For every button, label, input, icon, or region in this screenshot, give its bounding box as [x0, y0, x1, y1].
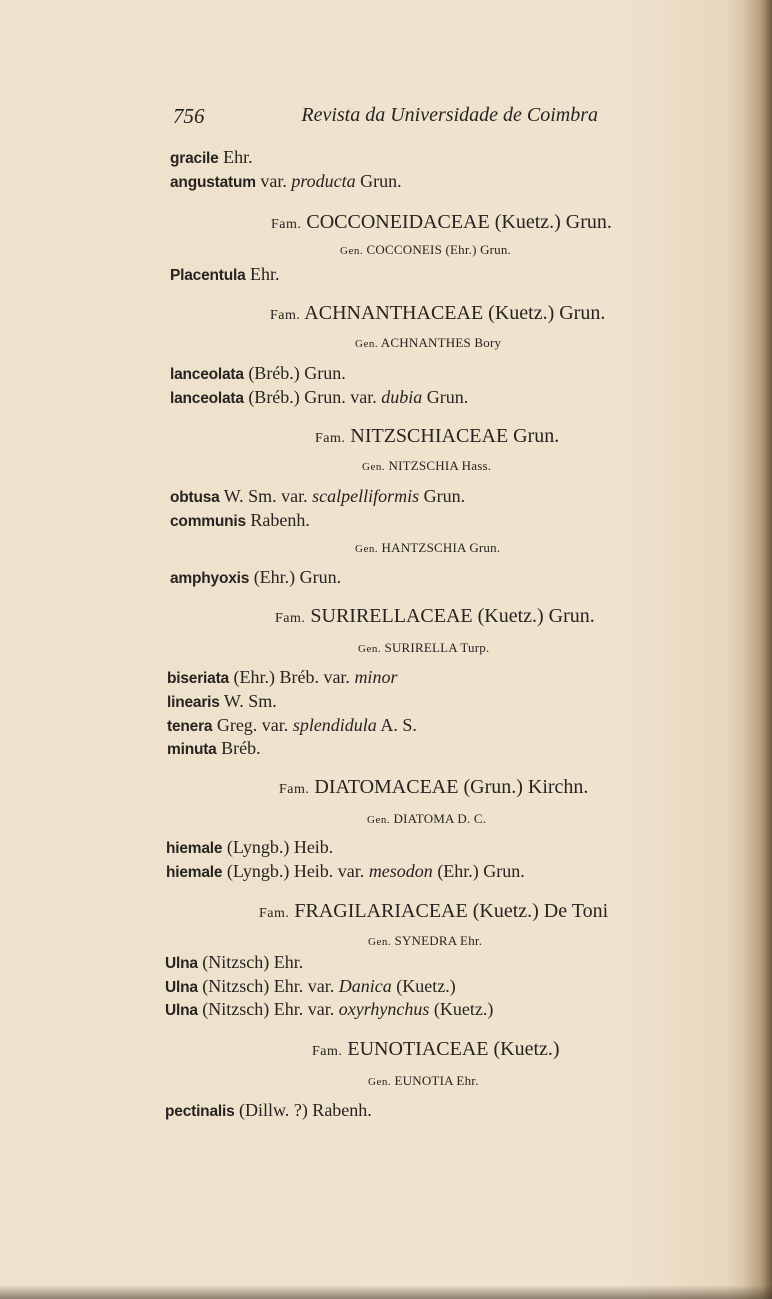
family-name: FRAGILARIACEAE (Kuetz.) De Toni [289, 900, 609, 922]
species-line [166, 859, 525, 885]
species-name: hiemale [166, 840, 223, 857]
species-name: obtusa [170, 489, 220, 506]
species-name: gracile [170, 150, 219, 167]
family-label: Fam. [271, 217, 302, 232]
species-authority: (Bréb.) Grun. [243, 363, 346, 383]
genus-name: ACHNANTHES Bory [378, 335, 502, 350]
genus-name: DIATOMA D. C. [390, 811, 487, 826]
species-authority: (Lyngb.) Heib. var. [222, 861, 369, 881]
genus-heading [340, 238, 511, 263]
species-name: pectinalis [165, 1103, 235, 1120]
page-bottom-shadow [0, 1285, 772, 1299]
genus-label: Gen. [362, 461, 386, 473]
family-name: SURIRELLACEAE (Kuetz.) Grun. [305, 605, 595, 627]
species-authority: (Ehr.) Bréb. var. [228, 667, 355, 687]
species-name: lanceolata [170, 366, 244, 383]
genus-name: NITZSCHIA Hass. [385, 458, 492, 473]
species-name: lanceolata [170, 390, 244, 407]
species-authority: (Nitzsch) Ehr. var. [197, 999, 339, 1019]
species-authority: (Ehr.) Grun. [249, 567, 342, 587]
species-line [165, 997, 493, 1023]
species-authority: Rabenh. [245, 510, 310, 530]
species-authority: Ehr. [245, 264, 280, 284]
family-heading [259, 899, 608, 926]
species-line [167, 736, 261, 762]
family-heading [279, 775, 588, 802]
species-line [170, 565, 341, 591]
species-authority: (Nitzsch) Ehr. [197, 952, 304, 972]
species-name: Ulna [165, 955, 198, 972]
species-name: minuta [167, 741, 217, 758]
variety-name: minor [354, 667, 398, 687]
species-line [167, 665, 397, 691]
genus-name: SURIRELLA Turp. [381, 640, 490, 655]
species-name: Placentula [170, 267, 246, 284]
species-authority: Bréb. [216, 738, 261, 758]
family-label: Fam. [270, 308, 301, 323]
genus-heading [362, 454, 491, 479]
species-suffix: (Kuetz.) [391, 976, 456, 996]
genus-heading [358, 636, 489, 661]
species-name: amphyoxis [170, 570, 250, 587]
species-line [170, 169, 402, 195]
species-name: biseriata [167, 670, 229, 687]
genus-heading [367, 807, 486, 832]
genus-label: Gen. [368, 936, 392, 948]
variety-name: splendidula [292, 715, 377, 735]
species-name: linearis [167, 694, 220, 711]
family-label: Fam. [279, 782, 310, 797]
family-name: EUNOTIACEAE (Kuetz.) [342, 1038, 560, 1060]
variety-name: Danica [338, 976, 392, 996]
family-heading [270, 301, 605, 328]
species-suffix: (Kuetz.) [429, 999, 494, 1019]
species-line [170, 145, 253, 171]
genus-name: HANTZSCHIA Grun. [378, 540, 501, 555]
family-name: ACHNANTHACEAE (Kuetz.) Grun. [300, 302, 606, 324]
species-line [170, 262, 280, 288]
family-label: Fam. [315, 431, 346, 446]
species-authority: (Nitzsch) Ehr. var. [197, 976, 339, 996]
variety-name: dubia [381, 387, 423, 407]
species-line [170, 508, 310, 534]
running-title: Revista da Universidade de Coimbra [301, 104, 598, 126]
species-line [170, 484, 465, 510]
species-line [165, 1098, 372, 1124]
species-name: Ulna [165, 1002, 198, 1019]
family-name: COCCONEIDACEAE (Kuetz.) Grun. [301, 211, 612, 233]
species-line [170, 385, 468, 411]
genus-label: Gen. [340, 245, 364, 257]
variety-name: scalpelliformis [312, 486, 420, 506]
species-line [170, 361, 346, 387]
species-authority: Ehr. [218, 147, 253, 167]
species-authority: (Lyngb.) Heib. [222, 837, 334, 857]
family-label: Fam. [259, 906, 290, 921]
species-name: angustatum [170, 174, 256, 191]
genus-heading [355, 331, 501, 356]
genus-name: SYNEDRA Ehr. [391, 933, 483, 948]
genus-name: EUNOTIA Ehr. [391, 1073, 479, 1088]
genus-name: COCCONEIS (Ehr.) Grun. [363, 242, 512, 257]
species-line [167, 689, 277, 715]
family-heading [312, 1037, 560, 1064]
page-number: 756 [173, 104, 205, 128]
species-authority: W. Sm. [219, 691, 277, 711]
species-line [165, 950, 303, 976]
family-heading [315, 424, 559, 451]
species-name: hiemale [166, 864, 223, 881]
species-name: Ulna [165, 979, 198, 996]
genus-heading [368, 929, 482, 954]
variety-name: mesodon [368, 861, 433, 881]
family-label: Fam. [275, 611, 306, 626]
variety-name: oxyrhynchus [338, 999, 430, 1019]
species-suffix: Grun. [419, 486, 466, 506]
family-label: Fam. [312, 1044, 343, 1059]
variety-name: producta [291, 171, 356, 191]
species-authority: var. [255, 171, 292, 191]
species-suffix: Grun. [355, 171, 402, 191]
species-suffix: (Ehr.) Grun. [432, 861, 525, 881]
genus-heading [368, 1069, 479, 1094]
species-authority: (Dillw. ?) Rabenh. [234, 1100, 372, 1120]
family-name: NITZSCHIACEAE Grun. [345, 425, 560, 447]
genus-label: Gen. [367, 814, 391, 826]
species-authority: W. Sm. var. [219, 486, 313, 506]
species-line [166, 835, 333, 861]
genus-label: Gen. [358, 643, 382, 655]
species-suffix: Grun. [422, 387, 469, 407]
species-suffix: A. S. [376, 715, 417, 735]
genus-heading [355, 536, 500, 561]
family-heading [275, 604, 595, 631]
page-header [173, 104, 598, 134]
page-edge-shadow [742, 0, 772, 1299]
genus-label: Gen. [355, 543, 379, 555]
species-authority: (Bréb.) Grun. var. [243, 387, 382, 407]
species-name: tenera [167, 718, 213, 735]
species-name: communis [170, 513, 246, 530]
species-authority: Greg. var. [212, 715, 293, 735]
genus-label: Gen. [355, 338, 379, 350]
genus-label: Gen. [368, 1076, 392, 1088]
family-heading [271, 210, 612, 237]
family-name: DIATOMACEAE (Grun.) Kirchn. [309, 776, 589, 798]
